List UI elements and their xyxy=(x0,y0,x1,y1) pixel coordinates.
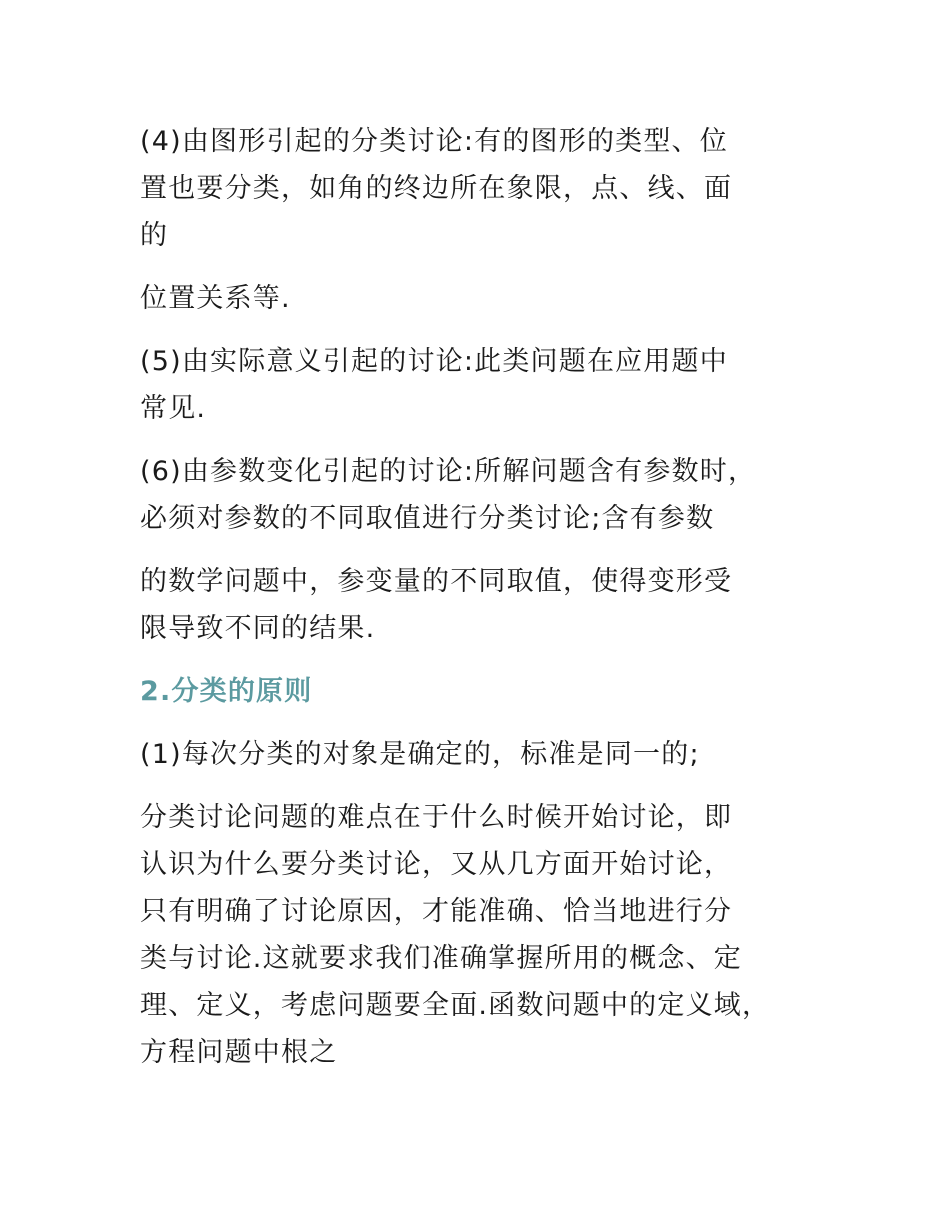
paragraph-parameter-change xyxy=(140,448,840,542)
text-line: (6)由参数变化引起的讨论:所解问题含有参数时， xyxy=(140,456,757,487)
text-line: (1)每次分类的对象是确定的，标准是同一的; xyxy=(140,739,700,770)
text-line: 只有明确了讨论原因，才能准确、恰当地进行分 xyxy=(140,896,733,927)
paragraph-difficulty xyxy=(140,794,840,1076)
paragraph-parameter-result xyxy=(140,558,840,652)
text-line: 认识为什么要分类讨论，又从几方面开始讨论， xyxy=(140,849,733,880)
text-line: 分类讨论问题的难点在于什么时候开始讨论，即 xyxy=(140,802,733,833)
document-page xyxy=(140,118,840,1076)
section-heading xyxy=(140,668,840,715)
text-line: 方程问题中根之 xyxy=(140,1037,338,1068)
text-line: 必须对参数的不同取值进行分类讨论;含有参数 xyxy=(140,503,715,534)
section-title: 分类的原则 xyxy=(171,676,313,707)
text-line: 的 xyxy=(140,220,169,251)
text-line: 限导致不同的结果. xyxy=(140,613,376,644)
text-line: (5)由实际意义引起的讨论:此类问题在应用题中 xyxy=(140,346,728,377)
paragraph-principle-1 xyxy=(140,731,840,778)
text-line: 置也要分类，如角的终边所在象限，点、线、面 xyxy=(140,173,733,204)
text-line: 常见. xyxy=(140,393,207,424)
paragraph-practical-meaning xyxy=(140,338,840,432)
paragraph-position-relation xyxy=(140,275,840,322)
section-number: 2. xyxy=(140,676,172,707)
text-line: 理、定义，考虑问题要全面.函数问题中的定义域， xyxy=(140,990,771,1021)
text-line: 位置关系等. xyxy=(140,283,291,314)
text-line: 的数学问题中，参变量的不同取值，使得变形受 xyxy=(140,566,733,597)
text-line: (4)由图形引起的分类讨论:有的图形的类型、位 xyxy=(140,126,728,157)
text-line: 类与讨论.这就要求我们准确掌握所用的概念、定 xyxy=(140,943,742,974)
paragraph-graphic-classification xyxy=(140,118,840,259)
